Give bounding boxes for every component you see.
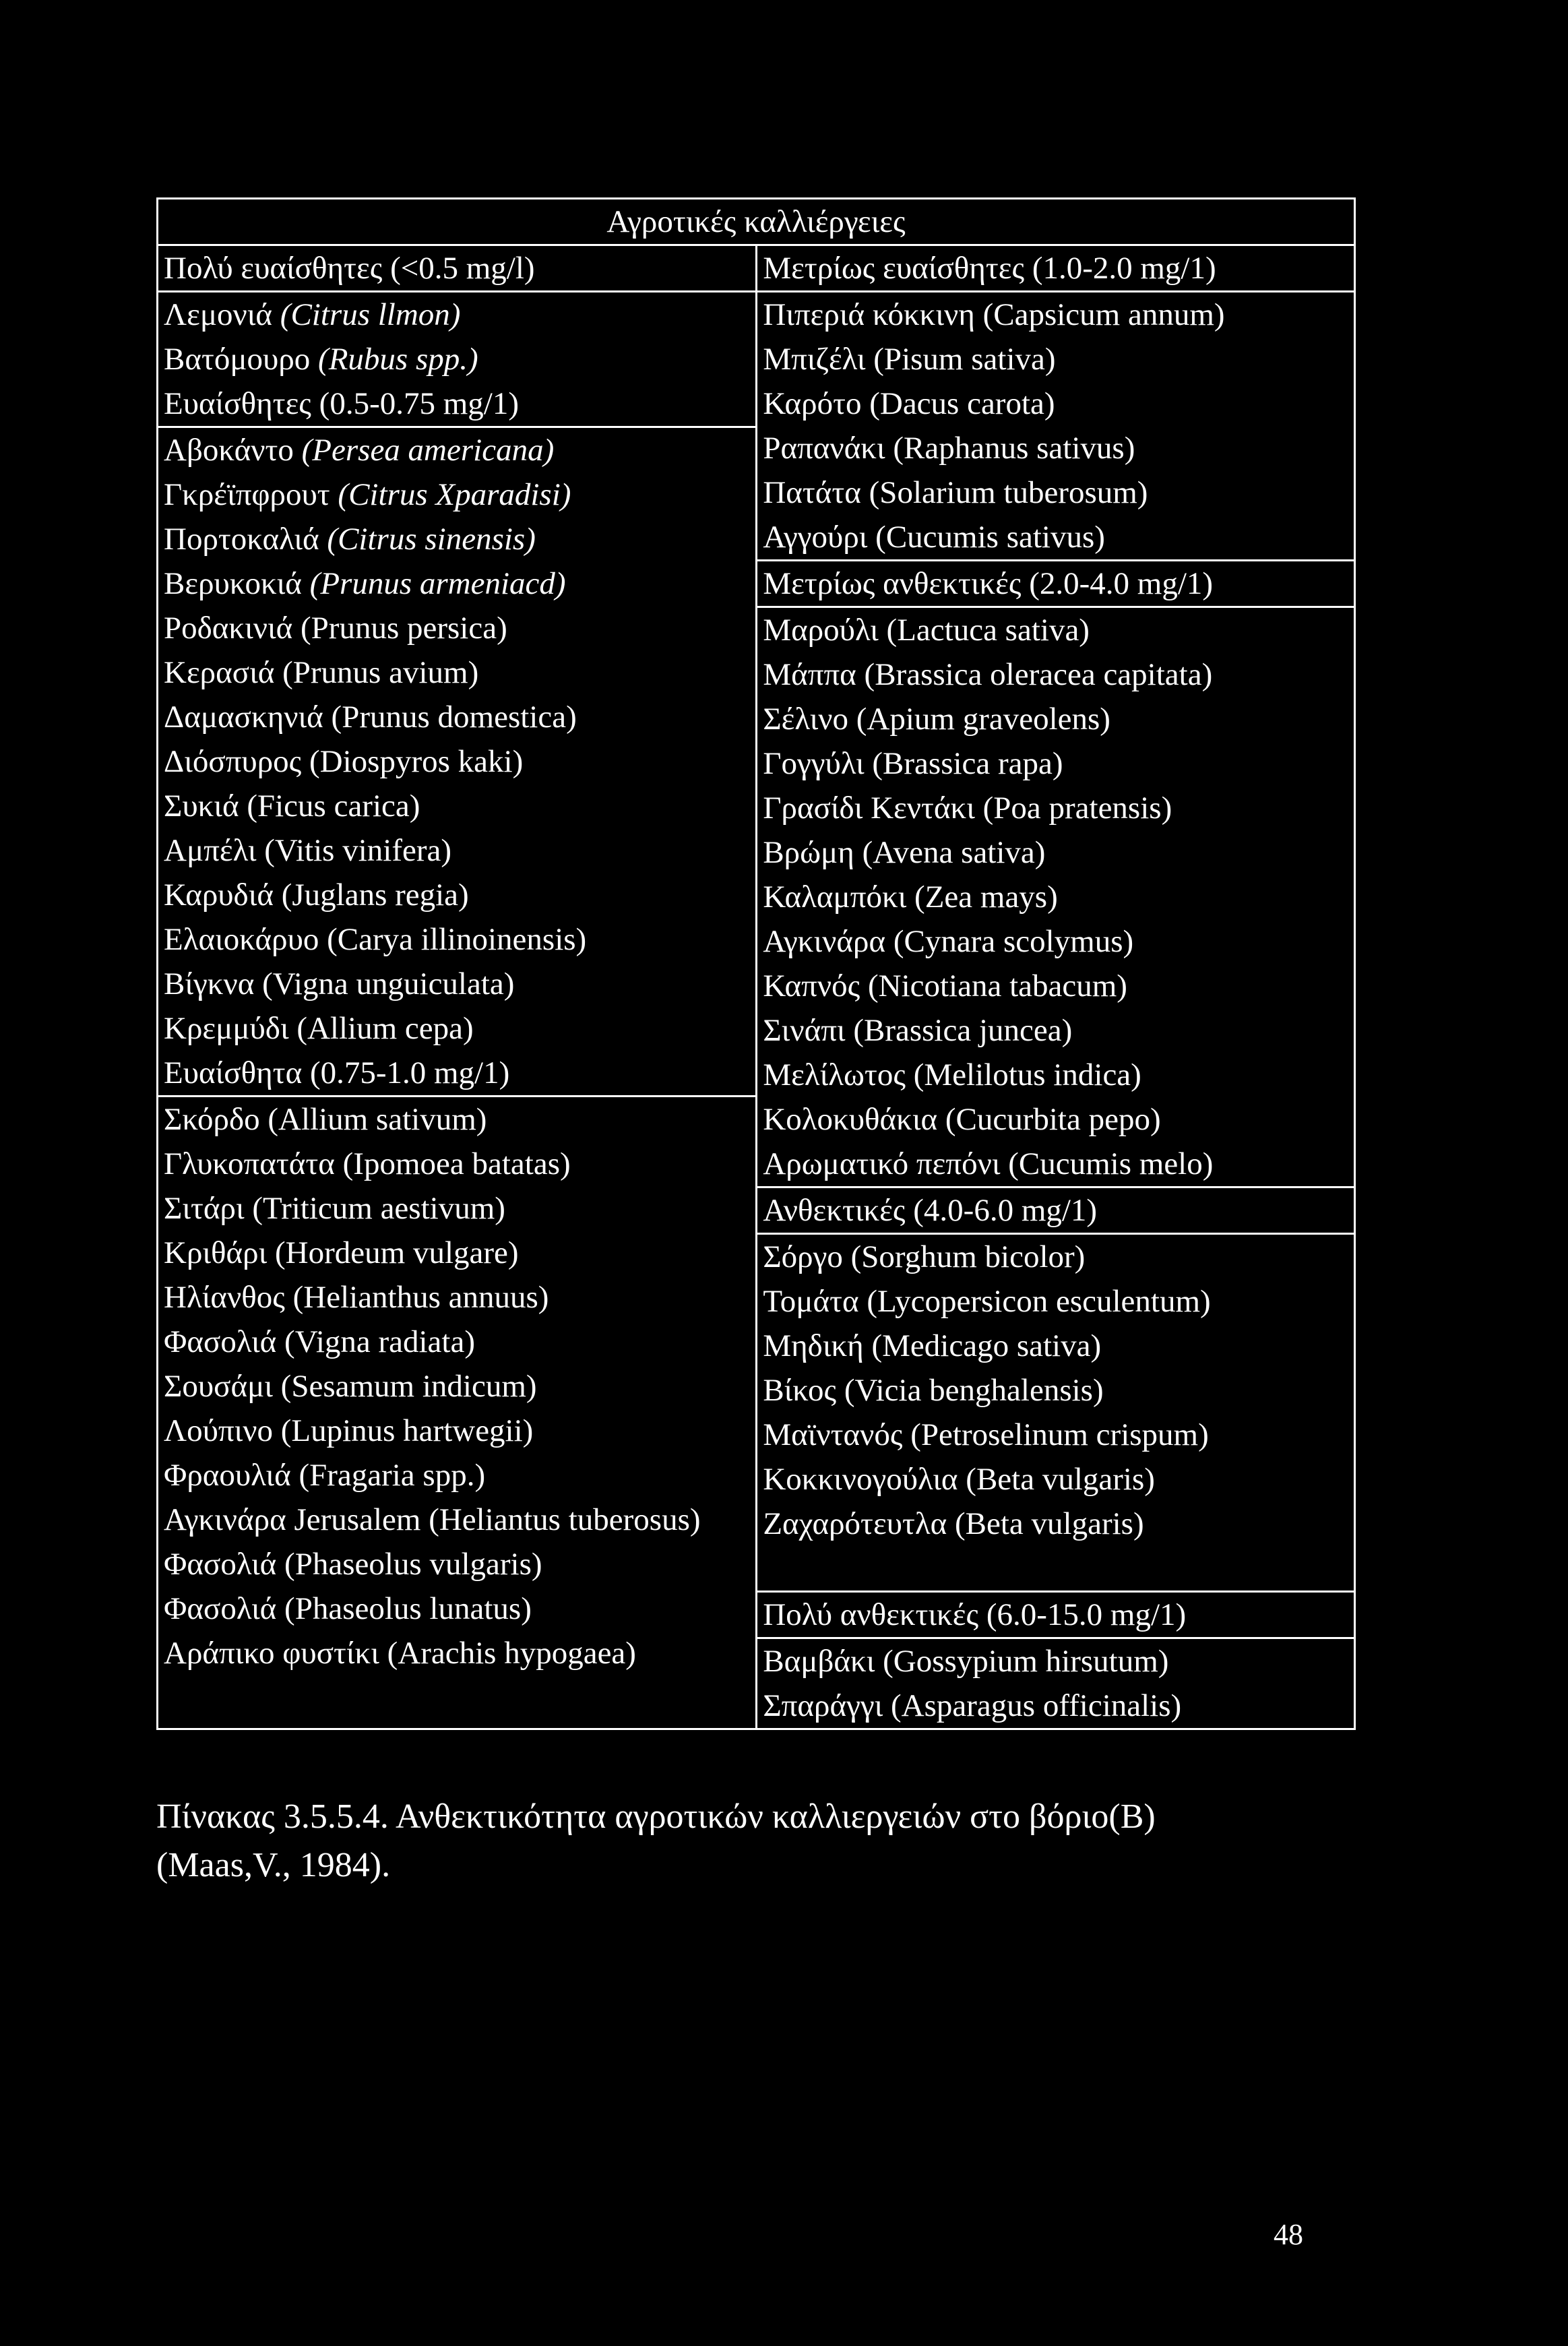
right-crop-entry: Γρασίδι Κεντάκι (Poa pratensis) <box>763 791 1172 826</box>
right-crop-entry: Μάππα (Brassica oleracea capitata) <box>763 657 1213 692</box>
right-category-heading: Πολύ ανθεκτικές (6.0-15.0 mg/1) <box>757 1591 1354 1639</box>
left-crop-entry: Κερασιά (Prunus avium) <box>164 655 479 690</box>
crop-common-name: Βατόμουρο <box>164 342 319 377</box>
left-crop-entry: Ελαιοκάρυο (Carya illinoinensis) <box>164 922 587 957</box>
table-caption <box>156 1793 1356 1890</box>
left-crop-entry: Κρεμμύδι (Allium cepa) <box>164 1011 474 1046</box>
left-crop-entry: Συκιά (Ficus carica) <box>164 789 420 824</box>
right-column-list <box>763 246 1348 1728</box>
right-category-heading: Μετρίως ευαίσθητες (1.0-2.0 mg/1) <box>757 246 1354 292</box>
left-crop-entry: Αράπικο φυστίκι (Arachis hypogaea) <box>164 1636 636 1671</box>
left-crop-entry: Ηλίανθος (Helianthus annuus) <box>164 1280 549 1315</box>
right-crop-entry <box>763 1546 1348 1591</box>
right-crop-entry: Κοκκινογούλια (Beta vulgaris) <box>763 1462 1155 1497</box>
left-crop-entry: Δαμασκηνιά (Prunus domestica) <box>164 700 577 735</box>
right-crop-entry: Αγγούρι (Cucumis sativus) <box>763 520 1105 555</box>
right-crop-entry: Σπαράγγι (Asparagus officinalis) <box>763 1688 1182 1723</box>
left-crop-entry: Ροδακινιά (Prunus persica) <box>164 611 507 646</box>
right-crop-entry: Καλαμπόκι (Zea mays) <box>763 879 1058 915</box>
right-crop-entry: Τομάτα (Lycopersicon esculentum) <box>763 1284 1211 1319</box>
crop-common-name: Λεμονιά <box>164 297 280 332</box>
left-crop-entry: Βίγκνα (Vigna unguiculata) <box>164 966 515 1001</box>
left-crop-entry: Σιτάρι (Triticum aestivum) <box>164 1191 505 1226</box>
left-crop-entry <box>164 561 750 606</box>
left-crop-entry: Γλυκοπατάτα (Ipomoea batatas) <box>164 1146 571 1181</box>
left-category-heading: Πολύ ευαίσθητες (<0.5 mg/l) <box>158 246 755 292</box>
right-crop-entry: Πατάτα (Solarium tuberosum) <box>763 475 1148 510</box>
right-crop-entry: Μπιζέλι (Pisum sativa) <box>763 342 1056 377</box>
right-crop-entry: Βίκος (Vicia benghalensis) <box>763 1373 1104 1408</box>
right-crop-entry: Μελίλωτος (Melilotus indica) <box>763 1057 1141 1092</box>
left-crop-entry: Φραουλιά (Fragaria spp.) <box>164 1458 486 1493</box>
left-column <box>158 245 757 1729</box>
right-crop-entry: Καρότο (Dacus carota) <box>763 386 1055 421</box>
right-crop-entry: Ζαχαρότευτλα (Beta vulgaris) <box>763 1506 1144 1541</box>
left-crop-entry: Φασολιά (Phaseolus lunatus) <box>164 1591 532 1626</box>
right-category-heading: Ανθεκτικές (4.0-6.0 mg/1) <box>757 1186 1354 1235</box>
left-crop-entry: Λούπινο (Lupinus hartwegii) <box>164 1413 534 1448</box>
left-crop-entry: Φασολιά (Phaseolus vulgaris) <box>164 1547 542 1582</box>
left-crop-entry: Καρυδιά (Juglans regia) <box>164 877 469 913</box>
right-crop-entry: Μηδική (Medicago sativa) <box>763 1328 1102 1363</box>
page-number: 48 <box>1274 2218 1303 2251</box>
left-column-list <box>164 246 750 1675</box>
crop-common-name: Αβοκάντο <box>164 433 302 468</box>
right-crop-entry: Σινάπι (Brassica juncea) <box>763 1013 1073 1048</box>
caption-line-2: (Maas,V., 1984). <box>156 1846 391 1884</box>
right-crop-entry: Καπνός (Nicotiana tabacum) <box>763 968 1127 1004</box>
right-crop-entry: Βρώμη (Avena sativa) <box>763 835 1046 870</box>
left-crop-entry <box>164 292 750 337</box>
table-title: Αγροτικές καλλιέργειες <box>158 199 1355 245</box>
left-crop-entry: Διόσπυρος (Diospyros kaki) <box>164 744 524 779</box>
left-crop-entry: Κριθάρι (Hordeum vulgare) <box>164 1235 519 1270</box>
right-category-heading: Μετρίως ανθεκτικές (2.0-4.0 mg/1) <box>757 559 1354 608</box>
caption-line-1: Πίνακας 3.5.5.4. Ανθεκτικότητα αγροτικών καλλιεργειών στο βόριο(Β) <box>156 1797 1156 1836</box>
left-crop-entry <box>164 517 750 561</box>
right-crop-entry: Κολοκυθάκια (Cucurbita pepo) <box>763 1102 1161 1137</box>
crop-latin-name: (Citrus sinensis) <box>327 522 536 557</box>
right-crop-entry: Αγκινάρα (Cynara scolymus) <box>763 924 1134 959</box>
right-crop-entry: Σόργο (Sorghum bicolor) <box>763 1239 1086 1274</box>
crop-common-name: Πορτοκαλιά <box>164 522 327 557</box>
left-crop-entry: Αμπέλι (Vitis vinifera) <box>164 833 451 868</box>
right-crop-entry: Μαϊντανός (Petroselinum crispum) <box>763 1417 1209 1452</box>
right-crop-entry: Γογγύλι (Brassica rapa) <box>763 746 1063 781</box>
left-crop-entry: Σκόρδο (Allium sativum) <box>164 1102 487 1137</box>
crop-latin-name: (Prunus armeniacd) <box>309 566 566 601</box>
crop-latin-name: (Citrus Xparadisi) <box>338 477 571 512</box>
right-crop-entry: Μαρούλι (Lactuca sativa) <box>763 613 1090 648</box>
crop-latin-name: (Citrus llmon) <box>280 297 461 332</box>
right-crop-entry: Αρωματικό πεπόνι (Cucumis melo) <box>763 1146 1214 1181</box>
left-crop-entry <box>164 428 750 472</box>
right-crop-entry: Σέλινο (Apium graveolens) <box>763 702 1110 737</box>
crop-latin-name: (Persea americana) <box>301 433 555 468</box>
left-crop-entry <box>164 472 750 517</box>
right-crop-entry: Πιπεριά κόκκινη (Capsicum annum) <box>763 297 1225 332</box>
right-crop-entry: Βαμβάκι (Gossypium hirsutum) <box>763 1644 1169 1679</box>
right-crop-entry: Ραπανάκι (Raphanus sativus) <box>763 431 1135 466</box>
crop-tolerance-table <box>156 197 1356 1730</box>
crop-common-name: Βερυκοκιά <box>164 566 310 601</box>
left-crop-entry: Φασολιά (Vigna radiata) <box>164 1324 475 1359</box>
left-crop-entry: Σουσάμι (Sesamum indicum) <box>164 1369 537 1404</box>
left-category-heading: Ευαίσθητα (0.75-1.0 mg/1) <box>158 1051 755 1097</box>
crop-common-name: Γκρέϊπφρουτ <box>164 477 338 512</box>
right-column <box>757 245 1355 1729</box>
left-category-heading: Ευαίσθητες (0.5-0.75 mg/1) <box>158 381 755 428</box>
crop-latin-name: (Rubus spp.) <box>318 342 478 377</box>
left-crop-entry <box>164 337 750 381</box>
left-crop-entry: Αγκινάρα Jerusalem (Heliantus tuberosus) <box>164 1502 701 1537</box>
